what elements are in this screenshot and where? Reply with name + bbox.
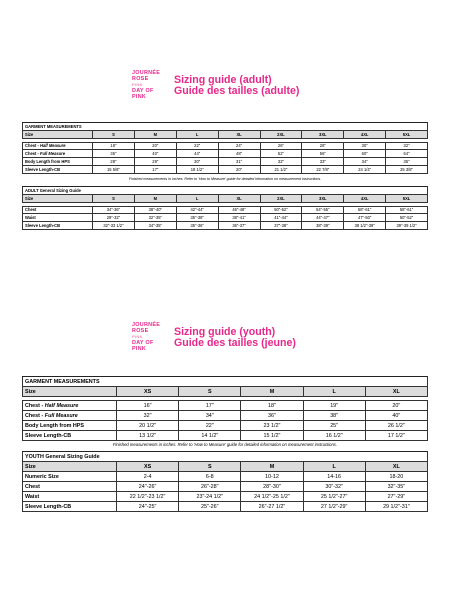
size-cell: M — [241, 462, 303, 472]
journee-rose-logo — [132, 70, 166, 100]
size-cell: L — [176, 130, 218, 138]
row-label: Sleeve Length-CB — [23, 165, 93, 173]
size-cell: 4XL — [344, 194, 386, 202]
table-heading: YOUTH General Sizing Guide — [23, 452, 428, 462]
adult-titles — [174, 75, 299, 96]
table-cell: 24 1/2"-25 1/2" — [241, 492, 303, 502]
table-cell: 20 1/2" — [117, 421, 179, 431]
logo-line: PINK — [132, 82, 143, 87]
table-row — [23, 502, 428, 512]
row-label: Sleeve Length-CB — [23, 502, 117, 512]
table-cell: 25"-26" — [179, 502, 241, 512]
table-cell: 29" — [134, 158, 176, 166]
table-cell: 32" — [117, 411, 179, 421]
table-cell: 48" — [218, 150, 260, 158]
table-cell: 24 1/4" — [344, 165, 386, 173]
table-cell: 28" — [302, 142, 344, 150]
table-cell: 30"-32" — [303, 482, 365, 492]
table-cell: 52" — [260, 150, 302, 158]
table-cell: 35" — [386, 158, 428, 166]
table-cell: 39"-39 1/2" — [386, 222, 428, 230]
table-row — [23, 222, 428, 230]
size-cell: XL — [365, 462, 427, 472]
size-cell: M — [134, 194, 176, 202]
table-row — [23, 206, 428, 214]
size-cell: S — [179, 387, 241, 397]
adult-measurement-note: Finished measurements in inches. Refer to 'How to Measure' guide for detailed information on measurement instructions. — [128, 177, 322, 181]
table-cell: 28"-30" — [241, 482, 303, 492]
size-row — [23, 194, 428, 202]
table-cell: 26"-28" — [179, 482, 241, 492]
size-cell: L — [303, 462, 365, 472]
table-cell: 27 1/2"-29" — [303, 502, 365, 512]
table-cell: 31" — [218, 158, 260, 166]
row-label: Waist — [23, 214, 93, 222]
table-heading: GARMENT MEASUREMENTS — [23, 377, 428, 387]
logo-line: ROSE — [132, 76, 149, 82]
row-label: Body Length from HPS — [23, 421, 117, 431]
logo-line: ROSE — [132, 328, 149, 334]
table-cell: 20" — [365, 401, 427, 411]
table-cell: 18 1/2" — [176, 165, 218, 173]
table-cell: 32" — [260, 158, 302, 166]
row-label: Chest — [23, 482, 117, 492]
table-cell: 10-12 — [241, 472, 303, 482]
table-cell: 50"-52" — [386, 214, 428, 222]
size-cell: XL — [365, 387, 427, 397]
table-cell: 25" — [303, 421, 365, 431]
table-cell: 37"-38" — [260, 222, 302, 230]
size-cell: 5XL — [386, 130, 428, 138]
row-label: Waist — [23, 492, 117, 502]
row-label: Body Length from HPS — [23, 158, 93, 166]
youth-title-en: Sizing guide (youth) — [174, 326, 276, 338]
size-cell: L — [303, 387, 365, 397]
table-cell: 44"-47" — [302, 214, 344, 222]
size-cell: S — [93, 194, 135, 202]
table-cell: 26" — [260, 142, 302, 150]
size-label: Size — [23, 462, 117, 472]
size-label: Size — [23, 387, 117, 397]
table-cell: 34" — [344, 158, 386, 166]
table-cell: 15 5/8" — [93, 165, 135, 173]
table-heading: GARMENT MEASUREMENTS — [23, 123, 428, 131]
logo-line: PINK — [132, 94, 147, 100]
table-cell: 34" — [179, 411, 241, 421]
table-cell: 42"-44" — [176, 206, 218, 214]
table-row — [23, 492, 428, 502]
table-cell: 25 3/8" — [386, 165, 428, 173]
row-label: Sleeve Length-CB — [23, 431, 117, 441]
table-cell: 54"-55" — [302, 206, 344, 214]
logo-line: PINK — [132, 334, 143, 339]
size-cell: M — [134, 130, 176, 138]
adult-title-en: Sizing guide (adult) — [174, 74, 272, 86]
table-cell: 28" — [93, 158, 135, 166]
table-cell: 22" — [176, 142, 218, 150]
row-label: Numeric Size — [23, 472, 117, 482]
table-cell: 23 1/2" — [241, 421, 303, 431]
table-cell: 6-8 — [179, 472, 241, 482]
table-cell: 60" — [344, 150, 386, 158]
table-cell: 32"-33 1/2" — [93, 222, 135, 230]
table-row — [23, 214, 428, 222]
row-label: Chest - Half Measure — [23, 142, 93, 150]
table-row — [23, 431, 428, 441]
table-cell: 18-20 — [365, 472, 427, 482]
table-row — [23, 472, 428, 482]
size-cell: XS — [117, 462, 179, 472]
table-cell: 47"-50" — [344, 214, 386, 222]
table-cell: 38"-39" — [302, 222, 344, 230]
logo-line: DAY OF — [132, 340, 154, 346]
table-cell: 38"-41" — [218, 214, 260, 222]
table-cell: 24"-25" — [117, 502, 179, 512]
table-cell: 14 1/2" — [179, 431, 241, 441]
table-cell: 18" — [241, 401, 303, 411]
journee-rose-logo — [132, 322, 166, 352]
youth-general-table — [22, 451, 428, 512]
table-cell: 29 1/2"-31" — [365, 502, 427, 512]
table-cell: 40" — [134, 150, 176, 158]
table-cell: 2-4 — [117, 472, 179, 482]
table-cell: 38 1/2"-39" — [344, 222, 386, 230]
table-cell: 36" — [93, 150, 135, 158]
row-label: Chest - Half Measure — [23, 401, 117, 411]
table-cell: 41"-44" — [260, 214, 302, 222]
table-cell: 32"-35" — [134, 214, 176, 222]
size-cell: S — [93, 130, 135, 138]
table-cell: 20" — [218, 165, 260, 173]
table-cell: 46"-48" — [218, 206, 260, 214]
logo-line: DAY OF — [132, 88, 154, 94]
table-cell: 38" — [303, 411, 365, 421]
table-cell: 30" — [344, 142, 386, 150]
table-cell: 34"-36" — [93, 206, 135, 214]
size-row — [23, 130, 428, 138]
table-cell: 29"-32" — [93, 214, 135, 222]
logo-line: PINK — [132, 346, 147, 352]
youth-titles — [174, 327, 296, 348]
table-cell: 30" — [176, 158, 218, 166]
table-cell: 27"-29" — [365, 492, 427, 502]
row-label: Chest - Full Measure — [23, 411, 117, 421]
table-cell: 24"-26" — [117, 482, 179, 492]
table-cell: 35"-38" — [176, 214, 218, 222]
table-cell: 22" — [179, 421, 241, 431]
table-cell: 26"-27 1/2" — [241, 502, 303, 512]
row-label: Chest - Full Measure — [23, 150, 93, 158]
table-cell: 36"-37" — [218, 222, 260, 230]
youth-garment-table — [22, 376, 428, 441]
size-cell: XL — [218, 194, 260, 202]
table-cell: 40" — [365, 411, 427, 421]
adult-header — [132, 70, 299, 100]
table-row — [23, 158, 428, 166]
table-cell: 23"-24 1/2" — [179, 492, 241, 502]
table-cell: 22 1/2"-23 1/2" — [117, 492, 179, 502]
size-cell: 3XL — [302, 130, 344, 138]
table-heading: ADULT General Sizing Guide — [23, 187, 428, 195]
table-cell: 33" — [302, 158, 344, 166]
adult-title-fr: Guide des tailles (adulte) — [174, 84, 300, 97]
table-cell: 44" — [176, 150, 218, 158]
size-cell: XS — [117, 387, 179, 397]
size-cell: 5XL — [386, 194, 428, 202]
table-cell: 16" — [117, 401, 179, 411]
table-cell: 17 1/2" — [365, 431, 427, 441]
table-cell: 50"-52" — [260, 206, 302, 214]
table-cell: 16 1/2" — [303, 431, 365, 441]
table-row — [23, 482, 428, 492]
adult-garment-table — [22, 122, 428, 174]
size-cell: 2XL — [260, 130, 302, 138]
table-cell: 26 1/2" — [365, 421, 427, 431]
table-cell: 20" — [134, 142, 176, 150]
table-cell: 22 7/8" — [302, 165, 344, 173]
table-row — [23, 401, 428, 411]
logo-line: JOURNÉE — [132, 70, 161, 76]
size-label: Size — [23, 130, 93, 138]
table-row — [23, 165, 428, 173]
table-cell: 17" — [179, 401, 241, 411]
table-cell: 13 1/2" — [117, 431, 179, 441]
table-cell: 35"-36" — [176, 222, 218, 230]
size-cell: 4XL — [344, 130, 386, 138]
size-row — [23, 462, 428, 472]
table-cell: 14-16 — [303, 472, 365, 482]
youth-measurement-note: Finished measurements in inches. Refer to 'How to Measure' guide for detailed information on measurement instructions. — [112, 442, 338, 447]
table-cell: 64" — [386, 150, 428, 158]
table-cell: 58"-61" — [344, 206, 386, 214]
row-label: Chest — [23, 206, 93, 214]
table-cell: 24" — [218, 142, 260, 150]
adult-general-table — [22, 186, 428, 230]
table-cell: 32" — [386, 142, 428, 150]
table-cell: 36" — [241, 411, 303, 421]
youth-header — [132, 322, 296, 352]
size-row — [23, 387, 428, 397]
table-row — [23, 421, 428, 431]
table-cell: 25 1/2"-27" — [303, 492, 365, 502]
size-cell: 2XL — [260, 194, 302, 202]
row-label: Sleeve Length-CB — [23, 222, 93, 230]
logo-line: JOURNÉE — [132, 322, 161, 328]
size-cell: M — [241, 387, 303, 397]
table-row — [23, 150, 428, 158]
table-cell: 18" — [93, 142, 135, 150]
youth-title-fr: Guide des tailles (jeune) — [174, 336, 296, 349]
size-cell: S — [179, 462, 241, 472]
table-cell: 56" — [302, 150, 344, 158]
table-cell: 21 1/2" — [260, 165, 302, 173]
table-cell: 34"-35" — [134, 222, 176, 230]
table-cell: 38"-40" — [134, 206, 176, 214]
table-row — [23, 142, 428, 150]
table-row — [23, 411, 428, 421]
table-cell: 15 1/2" — [241, 431, 303, 441]
table-cell: 58"-61" — [386, 206, 428, 214]
size-cell: 3XL — [302, 194, 344, 202]
table-cell: 32"-35" — [365, 482, 427, 492]
table-cell: 17" — [134, 165, 176, 173]
size-cell: XL — [218, 130, 260, 138]
table-cell: 19" — [303, 401, 365, 411]
size-label: Size — [23, 194, 93, 202]
size-cell: L — [176, 194, 218, 202]
